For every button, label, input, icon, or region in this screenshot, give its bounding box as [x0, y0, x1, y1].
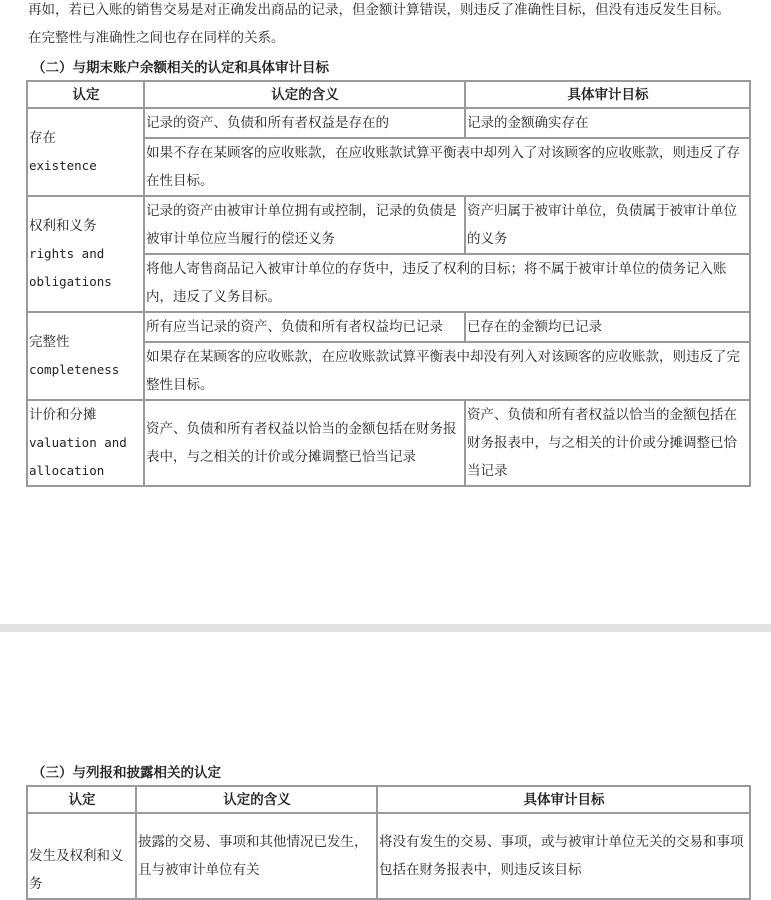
header-objective: 具体审计目标 [377, 786, 750, 813]
header-meaning: 认定的含义 [144, 81, 465, 108]
table-row [27, 108, 750, 138]
assertion-cn: 权利和义务 [29, 218, 97, 234]
assertion-cell: 发生及权利和义务 [27, 813, 136, 899]
objective-cell: 资产、负债和所有者权益以恰当的金额包括在财务报表中，与之相关的计价或分摊调整已恰当记录 [465, 400, 750, 486]
meaning-cell: 披露的交易、事项和其他情况已发生，且与被审计单位有关 [136, 813, 377, 899]
table-row [27, 400, 750, 486]
header-assertion: 认定 [27, 786, 136, 813]
table-row [27, 813, 750, 899]
table-row [27, 196, 750, 254]
assertion-cn: 完整性 [29, 334, 70, 350]
meaning-cell: 记录的资产由被审计单位拥有或控制，记录的负债是被审计单位应当履行的偿还义务 [144, 196, 465, 254]
objective-cell: 记录的金额确实存在 [465, 108, 750, 138]
document-page-2 [0, 632, 771, 892]
assertion-cell [27, 312, 144, 400]
section-2-heading: （二）与期末账户余额相关的认定和具体审计目标 [32, 60, 329, 76]
meaning-cell: 记录的资产、负债和所有者权益是存在的 [144, 108, 465, 138]
assertion-cell [27, 196, 144, 312]
disclosure-assertions-table [26, 785, 751, 900]
assertion-en: completeness [29, 362, 120, 377]
assertion-cell [27, 108, 144, 196]
assertion-en: valuation and [29, 435, 127, 450]
table-row [27, 312, 750, 342]
assertion-en: existence [29, 158, 97, 173]
assertion-en: rights and [29, 246, 105, 261]
objective-cell: 将没有发生的交易、事项，或与被审计单位无关的交易和事项包括在财务报表中，则违反该目标 [377, 813, 750, 899]
assertion-cn: 存在 [29, 130, 56, 146]
balance-assertions-table [26, 80, 751, 487]
header-meaning: 认定的含义 [136, 786, 377, 813]
assertion-en: obligations [29, 274, 112, 289]
header-objective: 具体审计目标 [465, 81, 750, 108]
example-cell: 如果存在某顾客的应收账款，在应收账款试算平衡表中却没有列入对该顾客的应收账款，则违反了完整性目标。 [144, 342, 750, 400]
section-3-heading: （三）与列报和披露相关的认定 [32, 765, 221, 781]
table-header-row [27, 81, 750, 108]
intro-paragraph-line-1: 再如，若已入账的销售交易是对正确发出商品的记录，但金额计算错误，则违反了准确性目标，但没有违反发生目标。 [28, 2, 730, 18]
assertion-en: allocation [29, 463, 105, 478]
meaning-cell: 资产、负债和所有者权益以恰当的金额包括在财务报表中，与之相关的计价或分摊调整已恰当记录 [144, 400, 465, 486]
intro-paragraph-line-2: 在完整性与准确性之间也存在同样的关系。 [28, 30, 285, 46]
table-header-row [27, 786, 750, 813]
meaning-cell: 所有应当记录的资产、负债和所有者权益均已记录 [144, 312, 465, 342]
assertion-cell [27, 400, 144, 486]
assertion-cn: 计价和分摊 [29, 407, 97, 423]
objective-cell: 资产归属于被审计单位，负债属于被审计单位的义务 [465, 196, 750, 254]
example-cell: 将他人寄售商品记入被审计单位的存货中，违反了权利的目标；将不属于被审计单位的债务记入账内，违反了义务目标。 [144, 254, 750, 312]
page-separator [0, 624, 771, 632]
example-cell: 如果不存在某顾客的应收账款，在应收账款试算平衡表中却列入了对该顾客的应收账款，则违反了存在性目标。 [144, 138, 750, 196]
objective-cell: 已存在的金额均已记录 [465, 312, 750, 342]
header-assertion: 认定 [27, 81, 144, 108]
